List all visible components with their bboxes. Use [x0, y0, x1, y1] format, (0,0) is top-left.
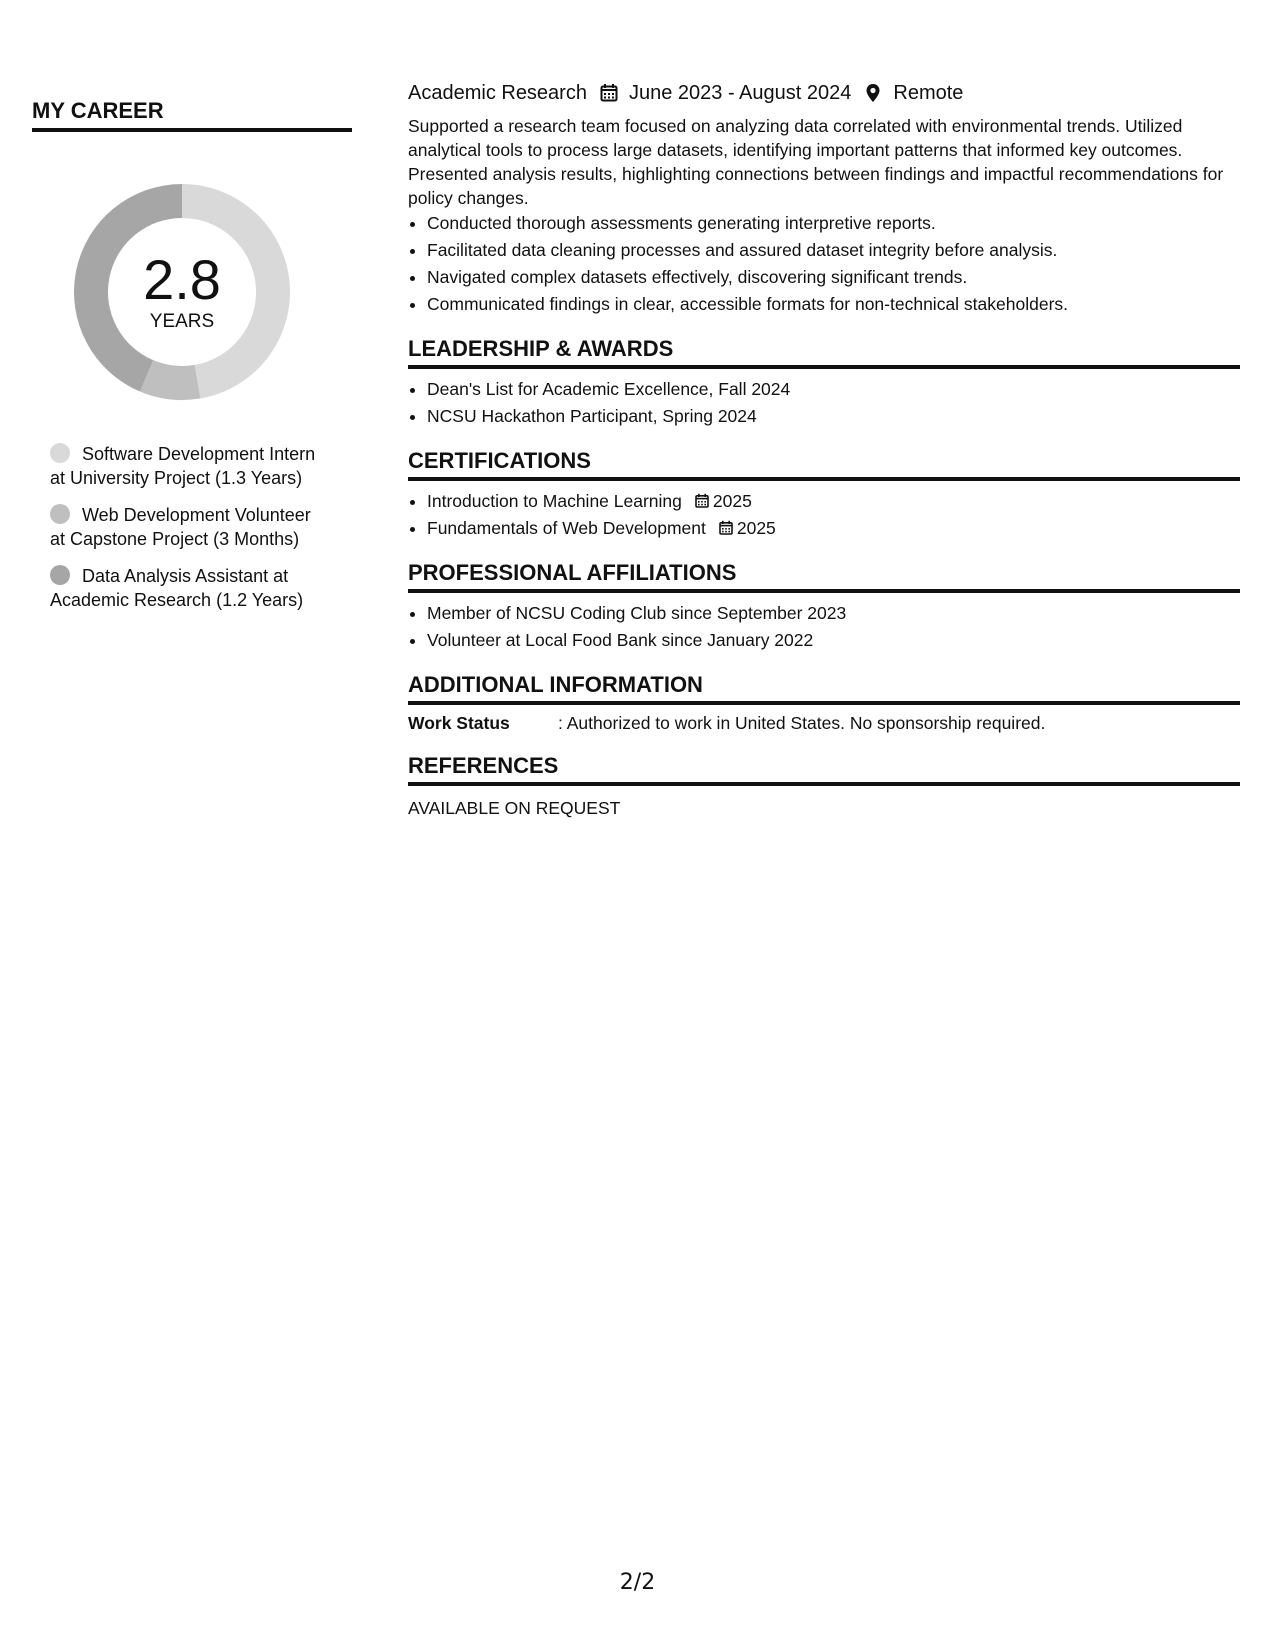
leadership-section: [408, 336, 1240, 430]
work-status-row: [408, 711, 1240, 735]
list-item: • Member of NCSU Coding Club since September 2023: [427, 600, 1240, 627]
work-status-value: : Authorized to work in United States. No sponsorship required.: [558, 713, 1046, 733]
job-company: Academic Research: [408, 82, 587, 104]
legend-item: [50, 503, 325, 551]
career-years-unit: YEARS: [149, 311, 215, 332]
affiliations-section: [408, 560, 1240, 654]
location-pin-icon: [863, 83, 883, 103]
calendar-icon: [718, 520, 734, 536]
calendar-icon: [694, 493, 710, 509]
certifications-section: [408, 448, 1240, 542]
section-title: LEADERSHIP & AWARDS: [408, 336, 1240, 369]
list-item: • Dean's List for Academic Excellence, Fall 2024: [427, 376, 1240, 403]
section-title: REFERENCES: [408, 753, 1240, 786]
cert-year: 2025: [736, 518, 776, 538]
affiliations-list: [408, 600, 1240, 654]
page-number: 2/2: [619, 1570, 656, 1595]
donut-center: [62, 172, 302, 412]
career-total-years: 2.8: [143, 248, 221, 311]
legend-label: Web Development Volunteer at Capstone Project (3 Months): [50, 505, 311, 549]
cert-name: Introduction to Machine Learning: [427, 491, 682, 511]
job-location: Remote: [893, 82, 964, 104]
legend-dot-icon: [50, 504, 70, 524]
career-sidebar: [32, 92, 352, 625]
list-item: • Conducted thorough assessments generating interpretive reports.: [427, 210, 1240, 237]
job-dates: June 2023 - August 2024: [628, 82, 852, 104]
cert-name: Fundamentals of Web Development: [427, 518, 706, 538]
career-donut-chart: [62, 172, 302, 412]
legend-item: [50, 442, 325, 490]
list-item: • Volunteer at Local Food Bank since January 2022: [427, 627, 1240, 654]
job-bullets: [408, 210, 1240, 318]
job-description: Supported a research team focused on analyzing data correlated with environmental trends. Utilized analytical tools to process large datasets, identifying important patterns that informed key outcomes. Presented analysis results, highlighting connections between findings and impactful recommendations for policy changes.: [408, 116, 1224, 208]
certifications-list: [408, 488, 1240, 542]
list-item: [427, 488, 1240, 515]
cert-year: 2025: [712, 491, 752, 511]
section-title: PROFESSIONAL AFFILIATIONS: [408, 560, 1240, 593]
legend-dot-icon: [50, 565, 70, 585]
legend-label: Data Analysis Assistant at Academic Research (1.2 Years): [50, 566, 304, 610]
references-section: [408, 753, 1240, 820]
list-item: • Navigated complex datasets effectively, discovering significant trends.: [427, 264, 1240, 291]
section-title: ADDITIONAL INFORMATION: [408, 672, 1240, 705]
job-header: [408, 78, 1240, 108]
list-item: • Facilitated data cleaning processes and assured dataset integrity before analysis.: [427, 237, 1240, 264]
section-title: CERTIFICATIONS: [408, 448, 1240, 481]
list-item: • NCSU Hackathon Participant, Spring 2024: [427, 403, 1240, 430]
work-status-label: Work Status: [408, 713, 510, 733]
leadership-list: [408, 376, 1240, 430]
legend-item: [50, 564, 325, 612]
references-text: AVAILABLE ON REQUEST: [408, 798, 621, 818]
list-item: [427, 515, 1240, 542]
career-title: MY CAREER: [32, 92, 352, 132]
calendar-icon: [599, 83, 619, 103]
legend-label: Software Development Intern at University Project (1.3 Years): [50, 444, 316, 488]
career-legend: [50, 442, 325, 612]
additional-info-section: [408, 672, 1240, 735]
main-content: [408, 78, 1240, 820]
list-item: • Communicated findings in clear, accessible formats for non-technical stakeholders.: [427, 291, 1240, 318]
legend-dot-icon: [50, 443, 70, 463]
